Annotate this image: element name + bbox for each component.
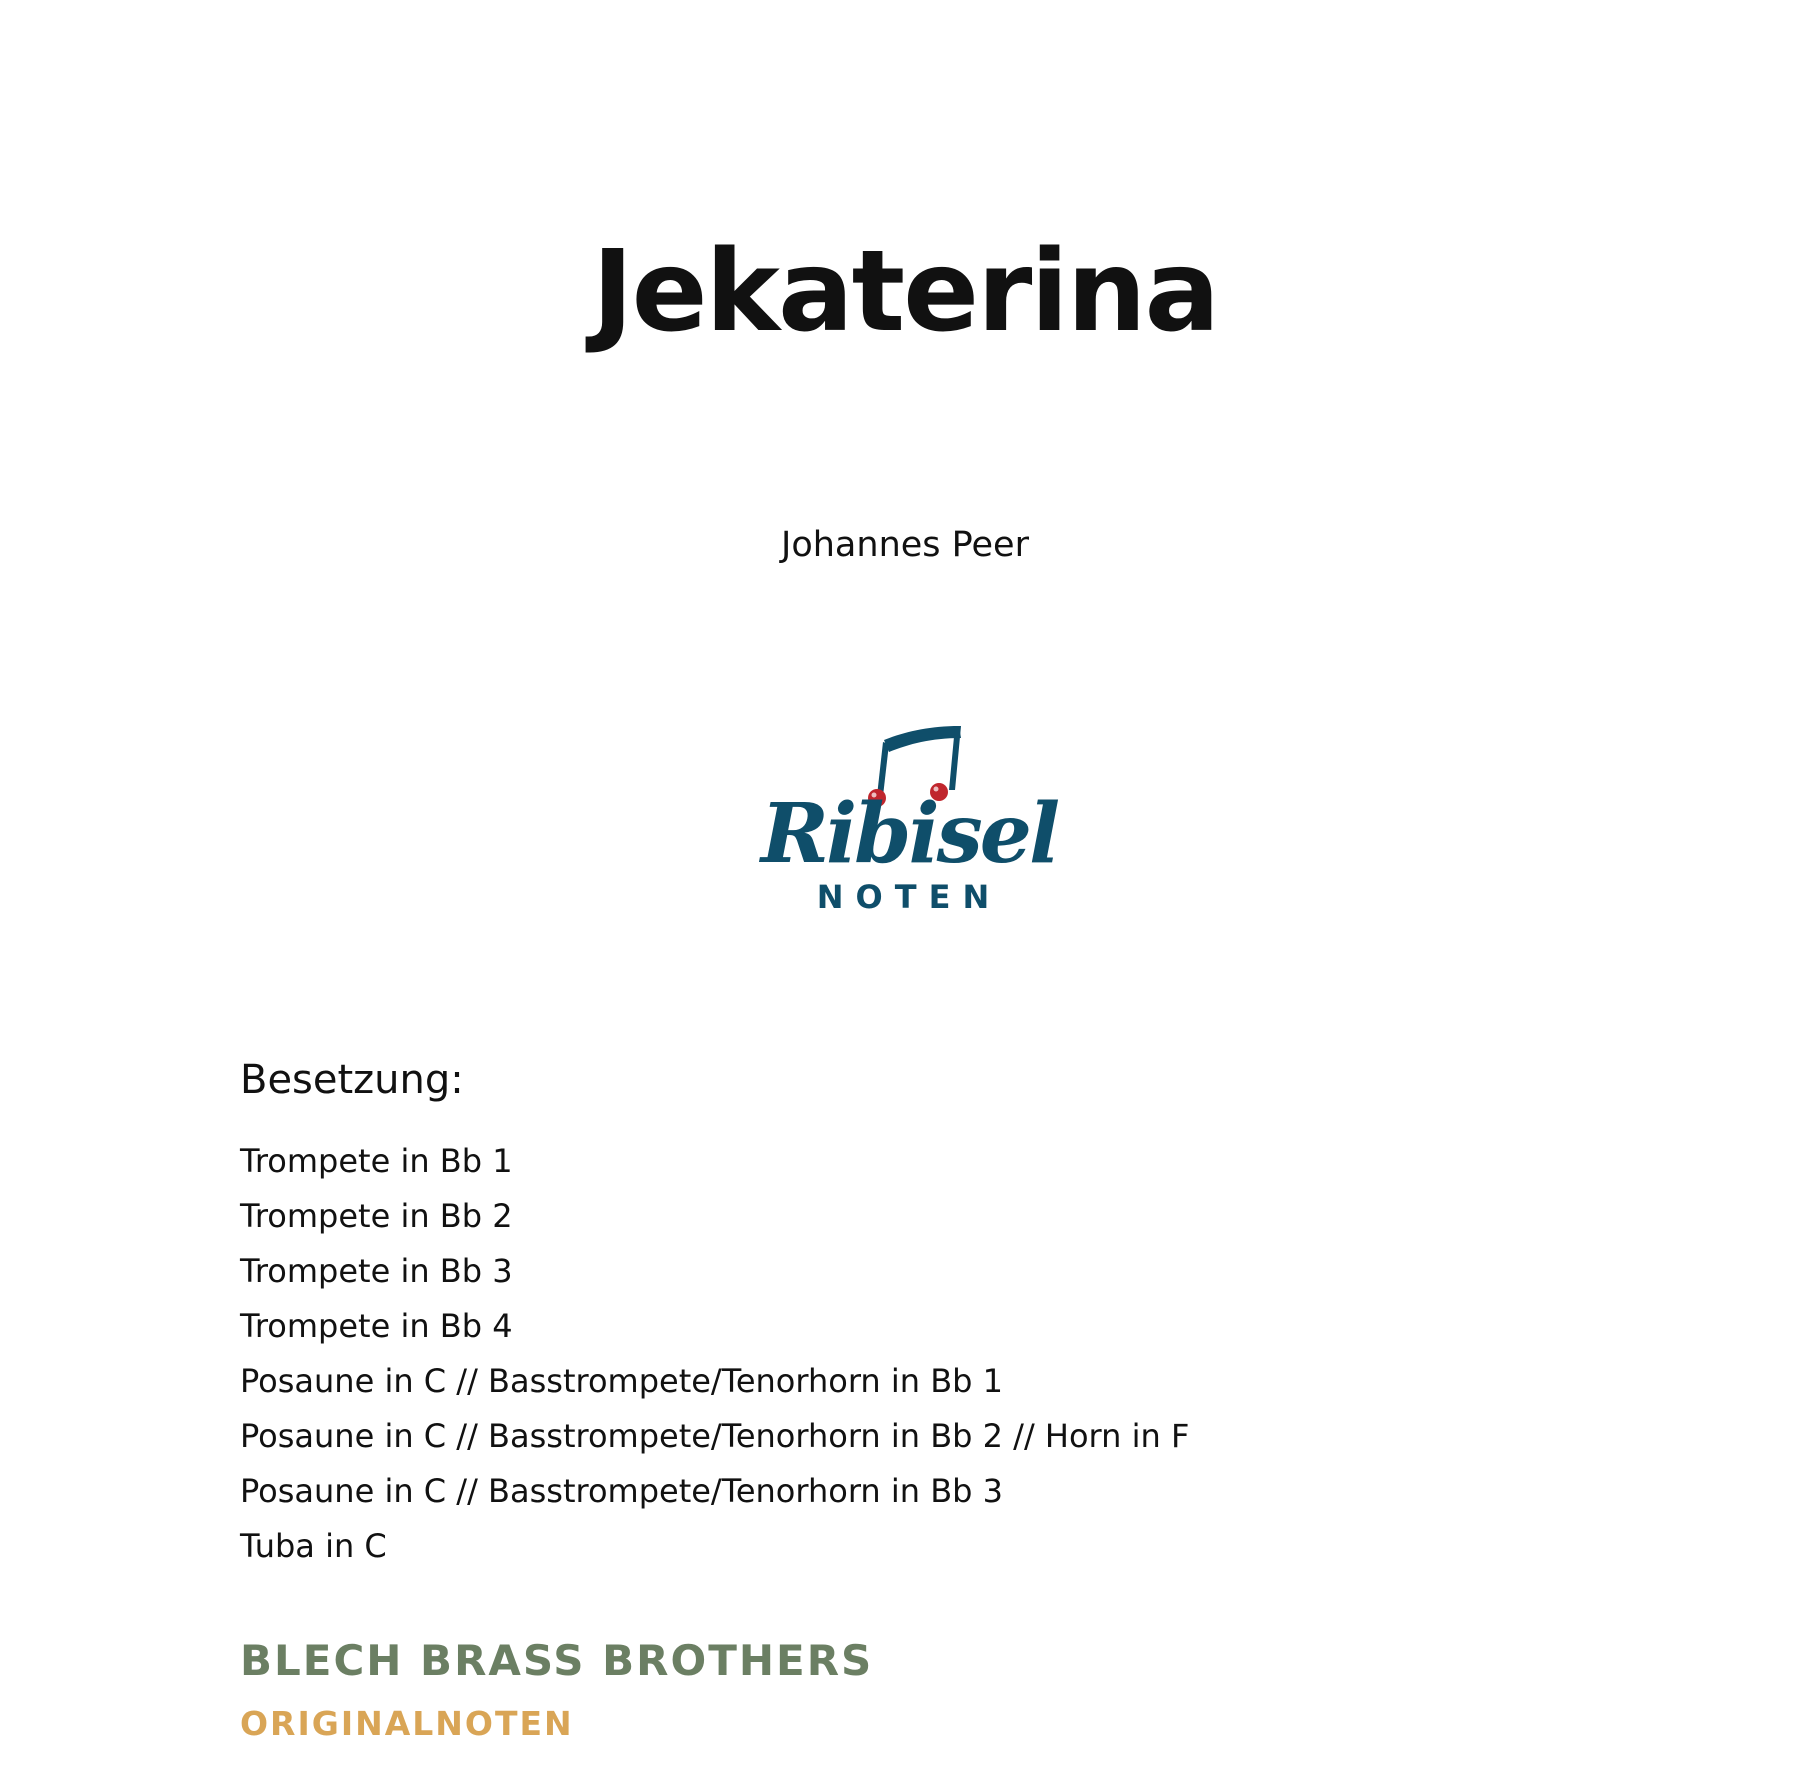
list-item: Trompete in Bb 1	[240, 1142, 513, 1180]
list-item: Tuba in C	[240, 1527, 387, 1565]
instrumentation-heading: Besetzung:	[240, 1057, 464, 1103]
ribisel-noten-logo	[760, 712, 1058, 922]
svg-text:NOTEN: NOTEN	[816, 878, 1002, 916]
brand-name: BLECH BRASS BROTHERS	[240, 1636, 874, 1685]
list-item: Trompete in Bb 4	[240, 1307, 513, 1345]
page-title: Jekaterina	[591, 227, 1219, 357]
instrumentation-list	[240, 1140, 1189, 1580]
list-item: Trompete in Bb 2	[240, 1197, 513, 1235]
composer-name: Johannes Peer	[781, 525, 1029, 565]
list-item: Posaune in C // Basstrompete/Tenorhorn in Bb 3	[240, 1472, 1003, 1510]
list-item: Posaune in C // Basstrompete/Tenorhorn in Bb 2 // Horn in F	[240, 1417, 1190, 1455]
brand-subtitle: ORIGINALNOTEN	[240, 1704, 574, 1743]
list-item: Trompete in Bb 3	[240, 1252, 513, 1290]
list-item: Posaune in C // Basstrompete/Tenorhorn in Bb 1	[240, 1362, 1003, 1400]
svg-text:Ribisel: Ribisel	[760, 786, 1058, 882]
